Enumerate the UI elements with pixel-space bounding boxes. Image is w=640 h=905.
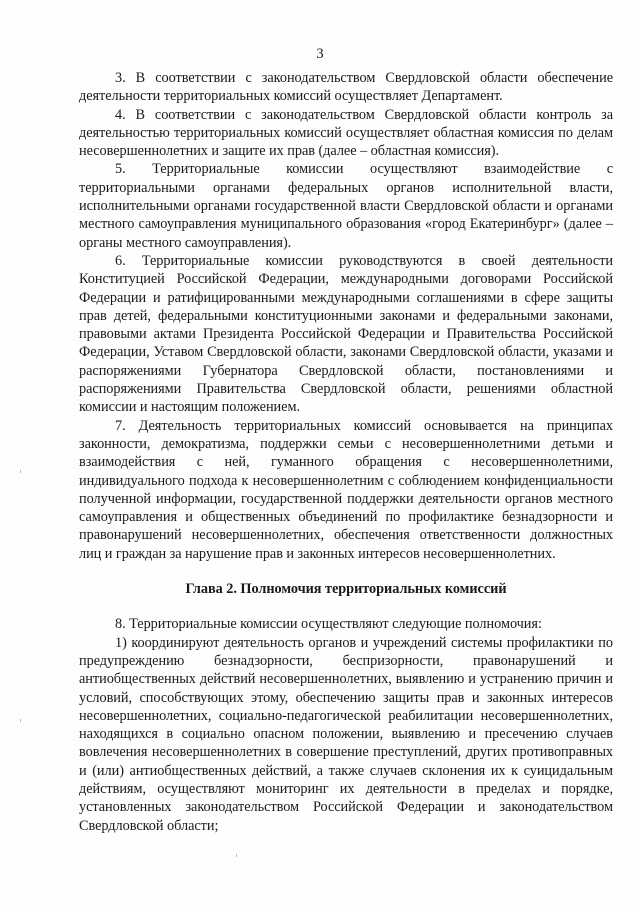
scan-speck (236, 854, 237, 857)
scan-speck (20, 470, 21, 473)
paragraph-6: 6. Территориальные комиссии руководствуются в своей деятельности Конституцией Российской Федерации, международными договорами Российской Федерации и ратифицированными международными соглашениями в сфере защиты прав детей, федеральными конституционными законами и федеральными законами, правовыми актами Президента Российской Федерации и Правительства Российской Федерации, Уставом Свердловской области, законами Свердловской области, указами и распоряжениями Губернатора Свердловской области, постановлениями и распоряжениями Правительства Свердловской области, решениями областной комиссии и настоящим положением. (79, 252, 613, 416)
chapter-heading: Глава 2. Полномочия территориальных комиссий (185, 581, 507, 598)
paragraph-4: 4. В соответствии с законодательством Свердловской области контроль за деятельностью территориальных комиссий осуществляет областная комиссия по делам несовершеннолетних и защите их прав (далее – областная комиссия). (79, 106, 613, 160)
paragraph-8-item-1: 1) координируют деятельность органов и учреждений системы профилактики по предупреждению безнадзорности, беспризорности, правонарушений и антиобщественных действий несовершеннолетних, выявлению и устранению причин и условий, способствующих этому, обеспечению защиты прав и законных интересов несовершеннолетних, социально-педагогической реабилитации несовершеннолетних, находящихся в социально опасном положении, выявлению и пресечению случаев вовлечения несовершеннолетних в совершение преступлений, других противоправных и (или) антиобщественных действий, а также случаев склонения их к суицидальным действиям, осуществляют мониторинг их деятельности в пределах и порядке, установленных законодательством Российской Федерации и законодательством Свердловской области; (79, 634, 613, 834)
paragraph-3: 3. В соответствии с законодательством Свердловской области обеспечение деятельности территориальных комиссий осуществляет Департамент. (79, 70, 613, 105)
paragraph-5: 5. Территориальные комиссии осуществляют взаимодействие с территориальными органами федеральных органов исполнительной власти, исполнительными органами государственной власти Свердловской области и органами местного самоуправления муниципального образования «город Екатеринбург» (далее – органы местного самоуправления). (79, 161, 613, 251)
paragraph-8: 8. Территориальные комиссии осуществляют следующие полномочия: (115, 616, 542, 633)
paragraph-7: 7. Деятельность территориальных комиссий основывается на принципах законности, демократизма, поддержки семьи с несовершеннолетними детьми и взаимодействия с ней, гуманного обращения с несовершеннолетними, индивидуального подхода к несовершеннолетним с соблюдением конфиденциальности полученной информации, государственной поддержки деятельности органов местного самоуправления и общественных объединений по профилактике безнадзорности и правонарушений несовершеннолетних, обеспечения ответственности должностных лиц и граждан за нарушение прав и законных интересов несовершеннолетних. (79, 417, 613, 562)
page-number: 3 (316, 46, 324, 62)
document-body (79, 69, 613, 835)
scan-speck (20, 719, 21, 722)
